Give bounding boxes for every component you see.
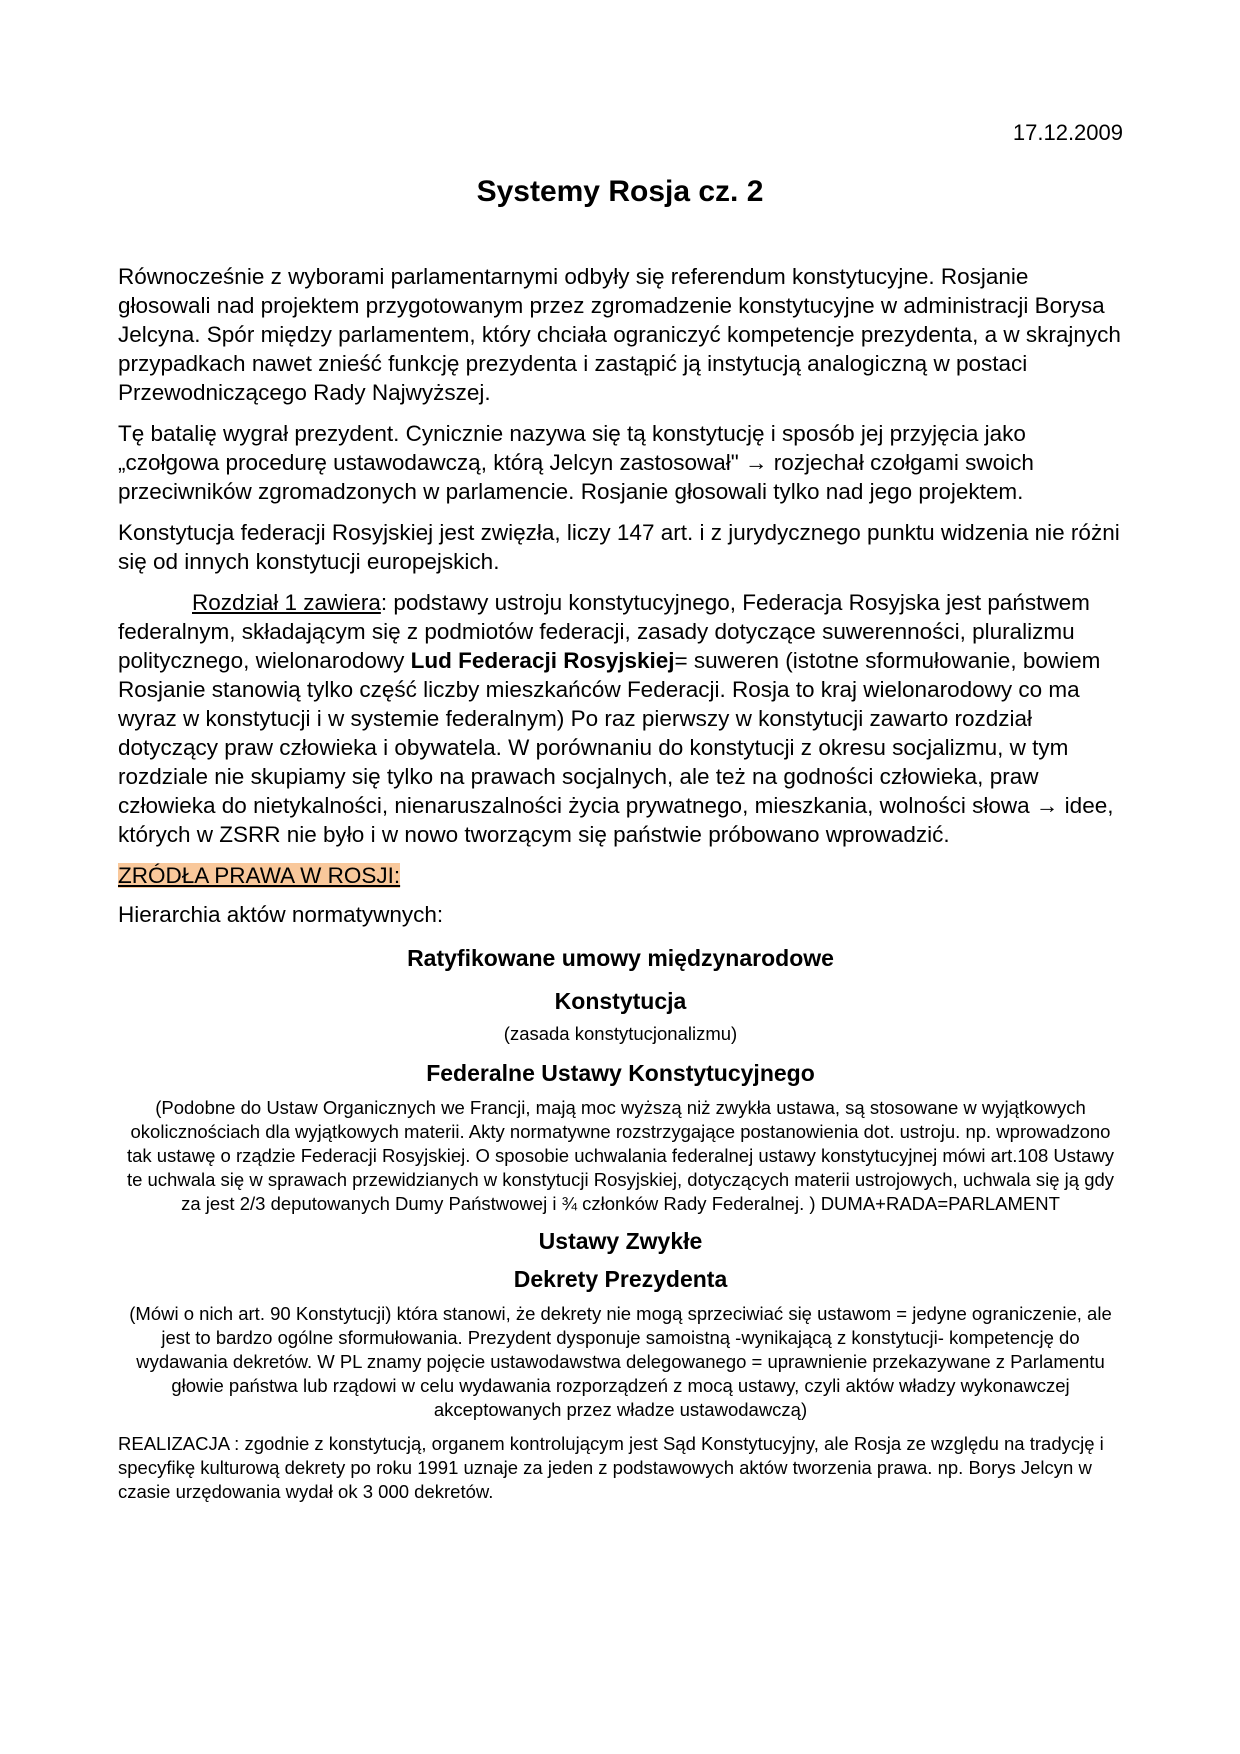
rozdzial-1-text-b: = suweren (istotne sformułowanie, bowiem Rosjanie stanowią tylko część liczby mieszkańców Federacji. Rosja to kraj wielonarodowy co ma wyraz w konstytucji i w systemie federalnym) Po raz pierwszy w konstytucji zawarto rozdział dotyczący praw człowieka i obywatela. W porównaniu do konstytucji z okresu socjalizmu, w tym rozdziale nie skupiamy się tylko na prawach socjalnych, ale też na godności człowieka, praw człowieka do nietykalności, nienaruszalności życia prywatnego, mieszkania, wolności słowa → idee, których w ZSRR nie było i w nowo tworzącym się państwie próbowano wprowadzić. [118,648,1114,847]
hierarchy-note-dekrety: (Mówi o nich art. 90 Konstytucji) która stanowi, że dekrety nie mogą sprzeciwiać się ustawom = jedyne ograniczenie, ale jest to bardzo ogólne sformułowania. Prezydent dysponuje samoistną -wynikającą z konstytucji- kompetencję do wydawania dekretów. W PL znamy pojęcie ustawodawstwa delegowanego = uprawnienie przekazywane z Parlamentu głowie państwa lub rządowi w celu wydawania rozporządzeń z mocą ustawy, czyli aktów władzy wykonawczej akceptowanych przez władze ustawodawczą) [129,1303,1112,1420]
section-heading-highlight: ZRÓDŁA PRAWA W ROSJI: [118,863,401,888]
rozdzial-1-spacer [118,590,192,615]
document-body [118,262,1123,1504]
hierarchy-item-konstytucja: Konstytucja [554,988,687,1014]
paragraph-realizacja: REALIZACJA : zgodnie z konstytucją, organem kontrolującym jest Sąd Konstytucyjny, ale Rosja ze względu na tradycję i specyfikę kulturową dekrety po roku 1991 uznaje za jeden z podstawowych aktów tworzenia prawa. np. Borys Jelcyn w czasie urzędowania wydał ok 3 000 dekretów. [118,1433,1104,1502]
hierarchy-item-dekrety: Dekrety Prezydenta [513,1266,728,1292]
hierarchy-item-ustawy-zwykle: Ustawy Zwykłe [538,1228,703,1254]
document-date: 17.12.2009 [1012,120,1123,145]
rozdzial-1-label: Rozdział 1 zawiera [192,590,381,615]
paragraph-referendum: Równocześnie z wyborami parlamentarnymi odbyły się referendum konstytucyjne. Rosjanie głosowali nad projektem przygotowanym przez zgromadzenie konstytucyjne w administracji Borysa Jelcyna. Spór między parlamentem, który chciała ograniczyć kompetencje prezydenta, a w skrajnych przypadkach nawet znieść funkcję prezydenta i zastąpić ją instytucją analogiczną w postaci Przewodniczącego Rady Najwyższej. [118,264,1121,405]
hierarchy-note-konstytucja: (zasada konstytucjonalizmu) [503,1023,738,1044]
hierarchy-item-federalne-ustawy: Federalne Ustawy Konstytucyjnego [426,1060,815,1086]
document-title: Systemy Rosja cz. 2 [476,175,764,208]
rozdzial-1-text-a: : podstawy ustroju konstytucyjnego, Federacja Rosyjska jest państwem federalnym, składającym się z podmiotów federacji, zasady dotyczące suwerenności, pluralizmu politycznego, wielonarodowy [118,590,1090,673]
paragraph-rozdzial-1 [118,588,1123,849]
hierarchy-note-federalne-ustawy: (Podobne do Ustaw Organicznych we Francji, mają moc wyższą niż zwykła ustawa, są stosowane w wyjątkowych okolicznościach dla wyjątkowych materii. Akty normatywne rozstrzygające postanowienia dot. ustroju. np. wprowadzono tak ustawę o rządzie Federacji Rosyjskiej. O sposobie uchwalania federalnej ustawy konstytucyjnej mówi art.108 Ustawy te uchwala się w sprawach przewidzianych w konstytucji Rosyjskiej, dotyczących materii ustrojowych, uchwala się ją gdy za jest 2/3 deputowanych Dumy Państwowej i ¾ członków Rady Federalnej. ) DUMA+RADA=PARLAMENT [126,1097,1115,1214]
hierarchy-item-umowy: Ratyfikowane umowy międzynarodowe [407,945,834,971]
rozdzial-1-bold: Lud Federacji Rosyjskiej [410,648,675,673]
hierarchy-intro: Hierarchia aktów normatywnych: [118,902,444,927]
section-heading-zrodla-prawa [118,861,1123,890]
paragraph-batalia: Tę batalię wygrał prezydent. Cynicznie nazywa się tą konstytucję i sposób jej przyjęcia jako „czołgowa procedurę ustawodawczą, którą Jelcyn zastosował" → rozjechał czołgami swoich przeciwników zgromadzonych w parlamencie. Rosjanie głosowali tylko nad jego projektem. [118,421,1034,504]
paragraph-konstytucja: Konstytucja federacji Rosyjskiej jest zwięzła, liczy 147 art. i z jurydycznego punktu widzenia nie różni się od innych konstytucji europejskich. [118,520,1120,574]
